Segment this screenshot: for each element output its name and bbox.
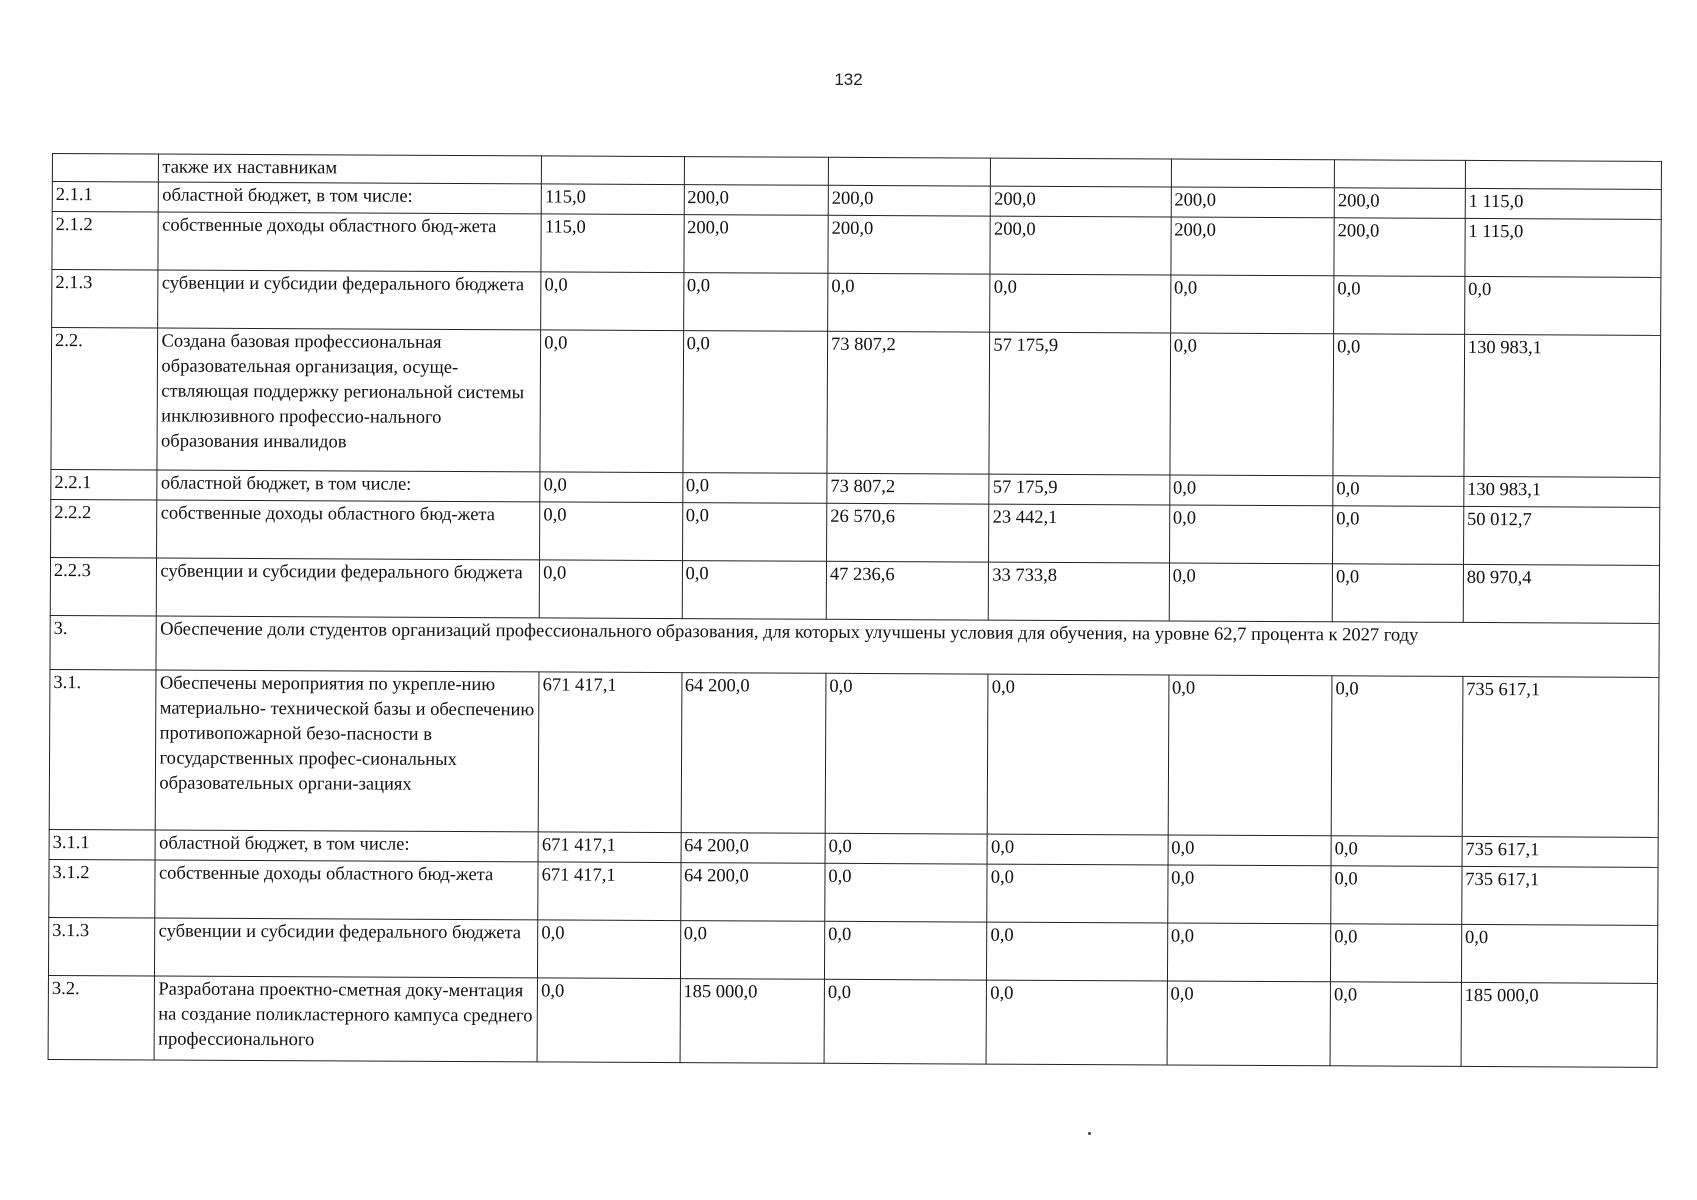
row-label: субвенции и субсидии федерального бюджета bbox=[158, 270, 541, 330]
row-label: собственные доходы областного бюд-жета bbox=[157, 500, 540, 560]
year-value-2: 200,0 bbox=[684, 185, 829, 216]
row-label: собственные доходы областного бюд-жета bbox=[158, 212, 541, 272]
row-code: 3. bbox=[50, 615, 157, 670]
table-row bbox=[49, 859, 1658, 925]
year-value-3: 0,0 bbox=[825, 833, 988, 864]
row-code: 2.1.3 bbox=[52, 270, 159, 329]
year-value-3: 0,0 bbox=[824, 979, 987, 1064]
row-code: 2.1.1 bbox=[52, 182, 159, 213]
year-value-1: 671 417,1 bbox=[538, 672, 681, 833]
row-label: Разработана проектно-сметная доку-ментация на создание поликластерного кампуса среднего профессионального bbox=[155, 976, 538, 1062]
year-value-2: 200,0 bbox=[683, 215, 828, 274]
year-value-6: 0,0 bbox=[1332, 564, 1463, 623]
row-total: 735 617,1 bbox=[1462, 836, 1658, 867]
row-total: 130 983,1 bbox=[1464, 334, 1661, 477]
row-total: 80 970,4 bbox=[1463, 564, 1659, 623]
year-value-5: 200,0 bbox=[1171, 217, 1335, 276]
row-label: субвенции и субсидии федерального бюджета bbox=[155, 918, 538, 978]
year-value-6: 0,0 bbox=[1331, 676, 1463, 837]
year-value-4: 33 733,8 bbox=[989, 562, 1170, 621]
year-value-2: 185 000,0 bbox=[680, 979, 825, 1064]
scan-speck bbox=[1088, 1132, 1091, 1135]
row-total: 1 115,0 bbox=[1465, 188, 1661, 219]
row-label: областной бюджет, в том числе: bbox=[156, 830, 539, 862]
year-value-2: 0,0 bbox=[680, 921, 825, 980]
year-value-5: 200,0 bbox=[1171, 187, 1335, 218]
year-value-6: 200,0 bbox=[1334, 188, 1465, 219]
year-value-1: 0,0 bbox=[540, 472, 682, 503]
row-code: 3.2. bbox=[48, 975, 155, 1060]
table-row bbox=[50, 557, 1659, 623]
year-value-3: 0,0 bbox=[825, 673, 988, 834]
year-value-4: 57 175,9 bbox=[989, 332, 1170, 475]
row-code: 2.2. bbox=[51, 328, 158, 471]
row-total: 50 012,7 bbox=[1463, 506, 1659, 565]
year-value-2 bbox=[684, 157, 829, 186]
year-value-5: 0,0 bbox=[1167, 865, 1331, 924]
year-value-5: 0,0 bbox=[1168, 675, 1332, 836]
year-value-1: 0,0 bbox=[538, 920, 681, 979]
year-value-6: 0,0 bbox=[1331, 924, 1462, 983]
row-code: 3.1.2 bbox=[49, 859, 156, 918]
row-total bbox=[1465, 160, 1661, 189]
year-value-3: 200,0 bbox=[828, 215, 991, 274]
year-value-1: 671 417,1 bbox=[538, 832, 680, 863]
year-value-2: 64 200,0 bbox=[680, 863, 825, 922]
year-value-5: 0,0 bbox=[1167, 981, 1331, 1066]
row-code: 3.1.1 bbox=[49, 829, 156, 860]
year-value-3: 200,0 bbox=[828, 185, 991, 216]
year-value-3: 0,0 bbox=[825, 863, 988, 922]
year-value-4: 0,0 bbox=[987, 922, 1168, 981]
year-value-6: 0,0 bbox=[1333, 476, 1464, 507]
year-value-6: 0,0 bbox=[1333, 506, 1464, 565]
year-value-4: 0,0 bbox=[988, 674, 1169, 835]
table-row bbox=[51, 328, 1661, 478]
year-value-3: 0,0 bbox=[828, 273, 991, 332]
year-value-6: 0,0 bbox=[1331, 836, 1462, 867]
year-value-2: 0,0 bbox=[683, 273, 828, 332]
year-value-2: 64 200,0 bbox=[681, 673, 826, 834]
page-number: 132 bbox=[834, 70, 863, 89]
row-label: собственные доходы областного бюд-жета bbox=[155, 860, 538, 920]
section-row bbox=[50, 615, 1659, 677]
table-row bbox=[48, 917, 1657, 983]
row-code bbox=[52, 154, 159, 183]
year-value-3: 0,0 bbox=[824, 921, 987, 980]
year-value-6: 0,0 bbox=[1330, 982, 1461, 1067]
row-total: 0,0 bbox=[1464, 276, 1660, 335]
year-value-4: 0,0 bbox=[986, 980, 1167, 1065]
year-value-2: 64 200,0 bbox=[681, 833, 826, 864]
year-value-3: 73 807,2 bbox=[827, 473, 990, 504]
year-value-3: 73 807,2 bbox=[827, 331, 990, 474]
year-value-5 bbox=[1171, 159, 1335, 188]
year-value-5: 0,0 bbox=[1168, 835, 1332, 866]
year-value-4: 0,0 bbox=[990, 274, 1171, 333]
year-value-5: 0,0 bbox=[1170, 275, 1334, 334]
row-total: 130 983,1 bbox=[1464, 476, 1660, 507]
section-title: Обеспечение доли студентов организаций профессионального образования, для которых улучшены условия для обучения, на уровне 62,7 процента к 2027 году bbox=[156, 616, 1659, 677]
table-row bbox=[48, 975, 1657, 1067]
table-row bbox=[52, 212, 1661, 278]
year-value-4: 0,0 bbox=[987, 864, 1168, 923]
year-value-1: 0,0 bbox=[539, 560, 682, 619]
year-value-6: 0,0 bbox=[1331, 866, 1462, 925]
budget-table bbox=[48, 153, 1662, 1068]
row-label: также их наставникам bbox=[159, 154, 542, 184]
year-value-5: 0,0 bbox=[1167, 923, 1331, 982]
year-value-4: 23 442,1 bbox=[989, 504, 1170, 563]
year-value-5: 0,0 bbox=[1170, 333, 1334, 476]
year-value-1: 0,0 bbox=[540, 330, 683, 473]
year-value-1: 0,0 bbox=[537, 978, 680, 1063]
row-code: 2.2.2 bbox=[51, 499, 158, 558]
year-value-6 bbox=[1334, 160, 1465, 189]
year-value-5: 0,0 bbox=[1169, 563, 1333, 622]
year-value-1: 115,0 bbox=[541, 184, 683, 215]
year-value-3 bbox=[828, 157, 991, 186]
year-value-5: 0,0 bbox=[1169, 475, 1333, 506]
row-code: 2.1.2 bbox=[52, 212, 159, 271]
table-row bbox=[49, 669, 1659, 837]
row-code: 2.2.1 bbox=[51, 469, 158, 500]
year-value-4: 200,0 bbox=[990, 216, 1171, 275]
table-row bbox=[52, 270, 1661, 336]
year-value-3: 47 236,6 bbox=[826, 561, 989, 620]
year-value-1: 0,0 bbox=[540, 502, 683, 561]
row-code: 3.1.3 bbox=[48, 917, 155, 976]
row-total: 185 000,0 bbox=[1461, 982, 1658, 1067]
year-value-1 bbox=[542, 156, 684, 185]
row-label: Создана базовая профессиональная образовательная организация, осуще-ствляющая поддержку региональной системы инклюзивного профессио-нального образования инвалидов bbox=[157, 328, 540, 472]
year-value-4: 0,0 bbox=[987, 834, 1167, 865]
row-label: областной бюджет, в том числе: bbox=[157, 470, 540, 502]
row-label: Обеспечены мероприятия по укрепле-нию материально- технической базы и обеспечению противопожарной безо-пасности в государственных профес-сиональных образовательных органи-зациях bbox=[156, 670, 540, 832]
row-code: 3.1. bbox=[49, 669, 156, 830]
year-value-4: 200,0 bbox=[991, 186, 1171, 217]
year-value-6: 200,0 bbox=[1334, 218, 1465, 277]
year-value-6: 0,0 bbox=[1334, 276, 1465, 335]
row-total: 735 617,1 bbox=[1462, 866, 1658, 925]
year-value-5: 0,0 bbox=[1169, 505, 1333, 564]
row-label: областной бюджет, в том числе: bbox=[159, 182, 542, 214]
year-value-1: 0,0 bbox=[541, 272, 684, 331]
table-row bbox=[51, 499, 1660, 565]
year-value-2: 0,0 bbox=[682, 561, 827, 620]
row-total: 0,0 bbox=[1461, 924, 1657, 983]
year-value-1: 671 417,1 bbox=[538, 862, 681, 921]
year-value-1: 115,0 bbox=[541, 214, 684, 273]
row-code: 2.2.3 bbox=[50, 557, 157, 616]
row-total: 1 115,0 bbox=[1465, 218, 1661, 277]
year-value-6: 0,0 bbox=[1333, 334, 1464, 477]
year-value-4 bbox=[991, 158, 1171, 187]
year-value-2: 0,0 bbox=[682, 473, 827, 504]
year-value-4: 57 175,9 bbox=[989, 474, 1169, 505]
year-value-3: 26 570,6 bbox=[826, 503, 989, 562]
row-total: 735 617,1 bbox=[1462, 676, 1659, 837]
row-label: субвенции и субсидии федерального бюджета bbox=[157, 558, 540, 618]
year-value-2: 0,0 bbox=[682, 331, 827, 474]
year-value-2: 0,0 bbox=[682, 503, 827, 562]
